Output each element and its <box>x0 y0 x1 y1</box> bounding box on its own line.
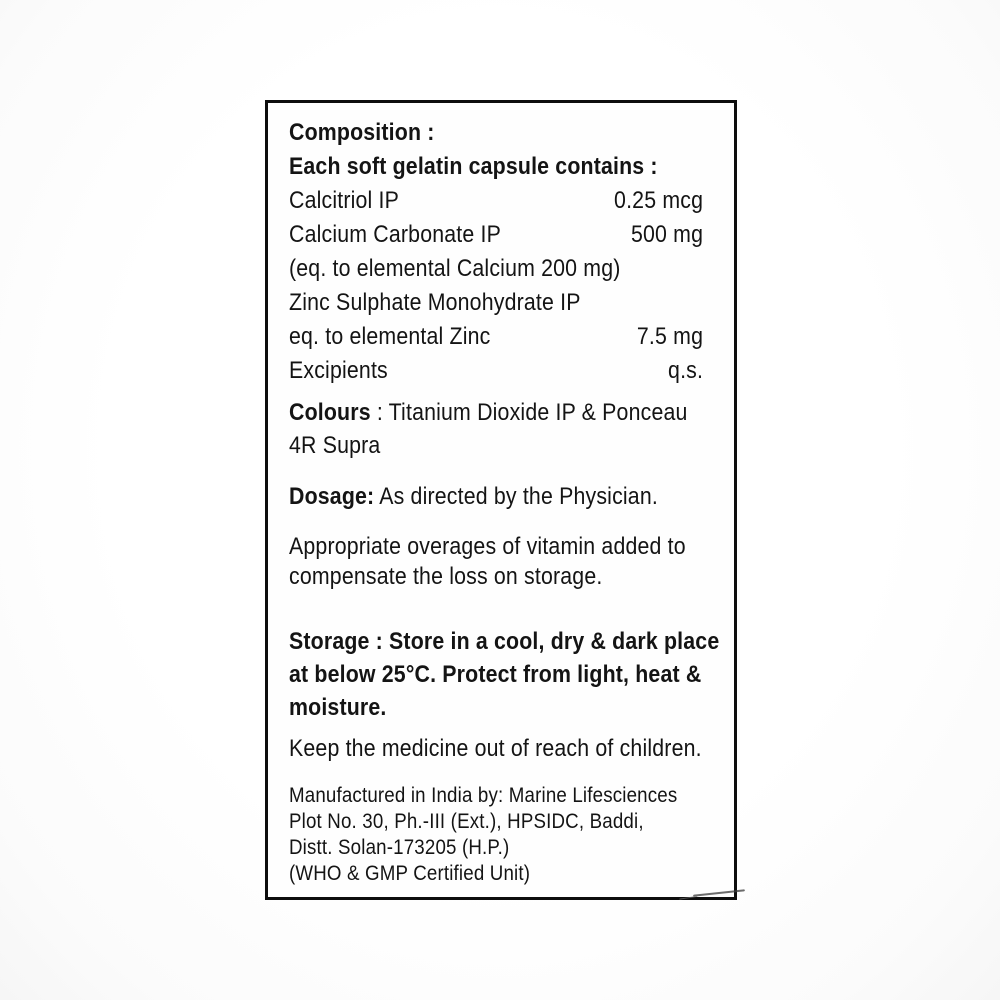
caution-line: Keep the medicine out of reach of children. <box>289 735 702 762</box>
overage-line2: compensate the loss on storage. <box>289 563 603 590</box>
manufacturer-section <box>289 782 733 886</box>
manufacturer-line3: Distt. Solan-173205 (H.P.) <box>289 835 510 859</box>
ingredient-row <box>289 252 733 286</box>
manufacturer-line2: Plot No. 30, Ph.-III (Ext.), HPSIDC, Baddi, <box>289 809 644 833</box>
ingredient-name: Calcium Carbonate IP <box>289 221 501 248</box>
ingredient-row <box>289 286 733 320</box>
colours-line1 <box>289 396 733 429</box>
ingredient-name: (eq. to elemental Calcium 200 mg) <box>289 255 621 282</box>
manufacturer-line1: Manufactured in India by: Marine Lifesciences <box>289 783 678 807</box>
overage-note <box>289 532 733 592</box>
storage-line1: Storage : Store in a cool, dry & dark place <box>289 628 720 655</box>
composition-subheading: Each soft gelatin capsule contains : <box>289 153 658 180</box>
label-content <box>289 116 733 886</box>
ingredient-value: q.s. <box>668 357 704 384</box>
ingredient-row <box>289 184 733 218</box>
ingredient-row <box>289 320 733 354</box>
storage-line3: moisture. <box>289 694 387 721</box>
ingredient-value: 7.5 mg <box>636 323 704 350</box>
manufacturer-line4: (WHO & GMP Certified Unit) <box>289 861 531 885</box>
ingredient-name: Excipients <box>289 357 388 384</box>
ingredient-name: Zinc Sulphate Monohydrate IP <box>289 289 581 316</box>
colours-text: : Titanium Dioxide IP & Ponceau <box>370 399 688 426</box>
ingredient-row <box>289 218 733 252</box>
ingredient-row <box>289 354 733 388</box>
colours-line2: 4R Supra <box>289 432 381 459</box>
ingredient-value: 500 mg <box>630 221 704 248</box>
dosage-text: As directed by the Physician. <box>374 483 658 510</box>
colours-section <box>289 396 733 462</box>
storage-section <box>289 625 733 724</box>
storage-line2: at below 25°C. Protect from light, heat & <box>289 661 702 688</box>
ingredient-name: Calcitriol IP <box>289 187 400 214</box>
colours-label: Colours <box>289 399 371 426</box>
dosage-section <box>289 480 733 514</box>
medicine-label-box <box>265 100 737 900</box>
dosage-label: Dosage: <box>289 483 375 510</box>
ingredient-name: eq. to elemental Zinc <box>289 323 491 350</box>
overage-line1: Appropriate overages of vitamin added to <box>289 533 686 560</box>
composition-heading: Composition : <box>289 119 435 146</box>
ingredient-value: 0.25 mcg <box>614 187 704 214</box>
